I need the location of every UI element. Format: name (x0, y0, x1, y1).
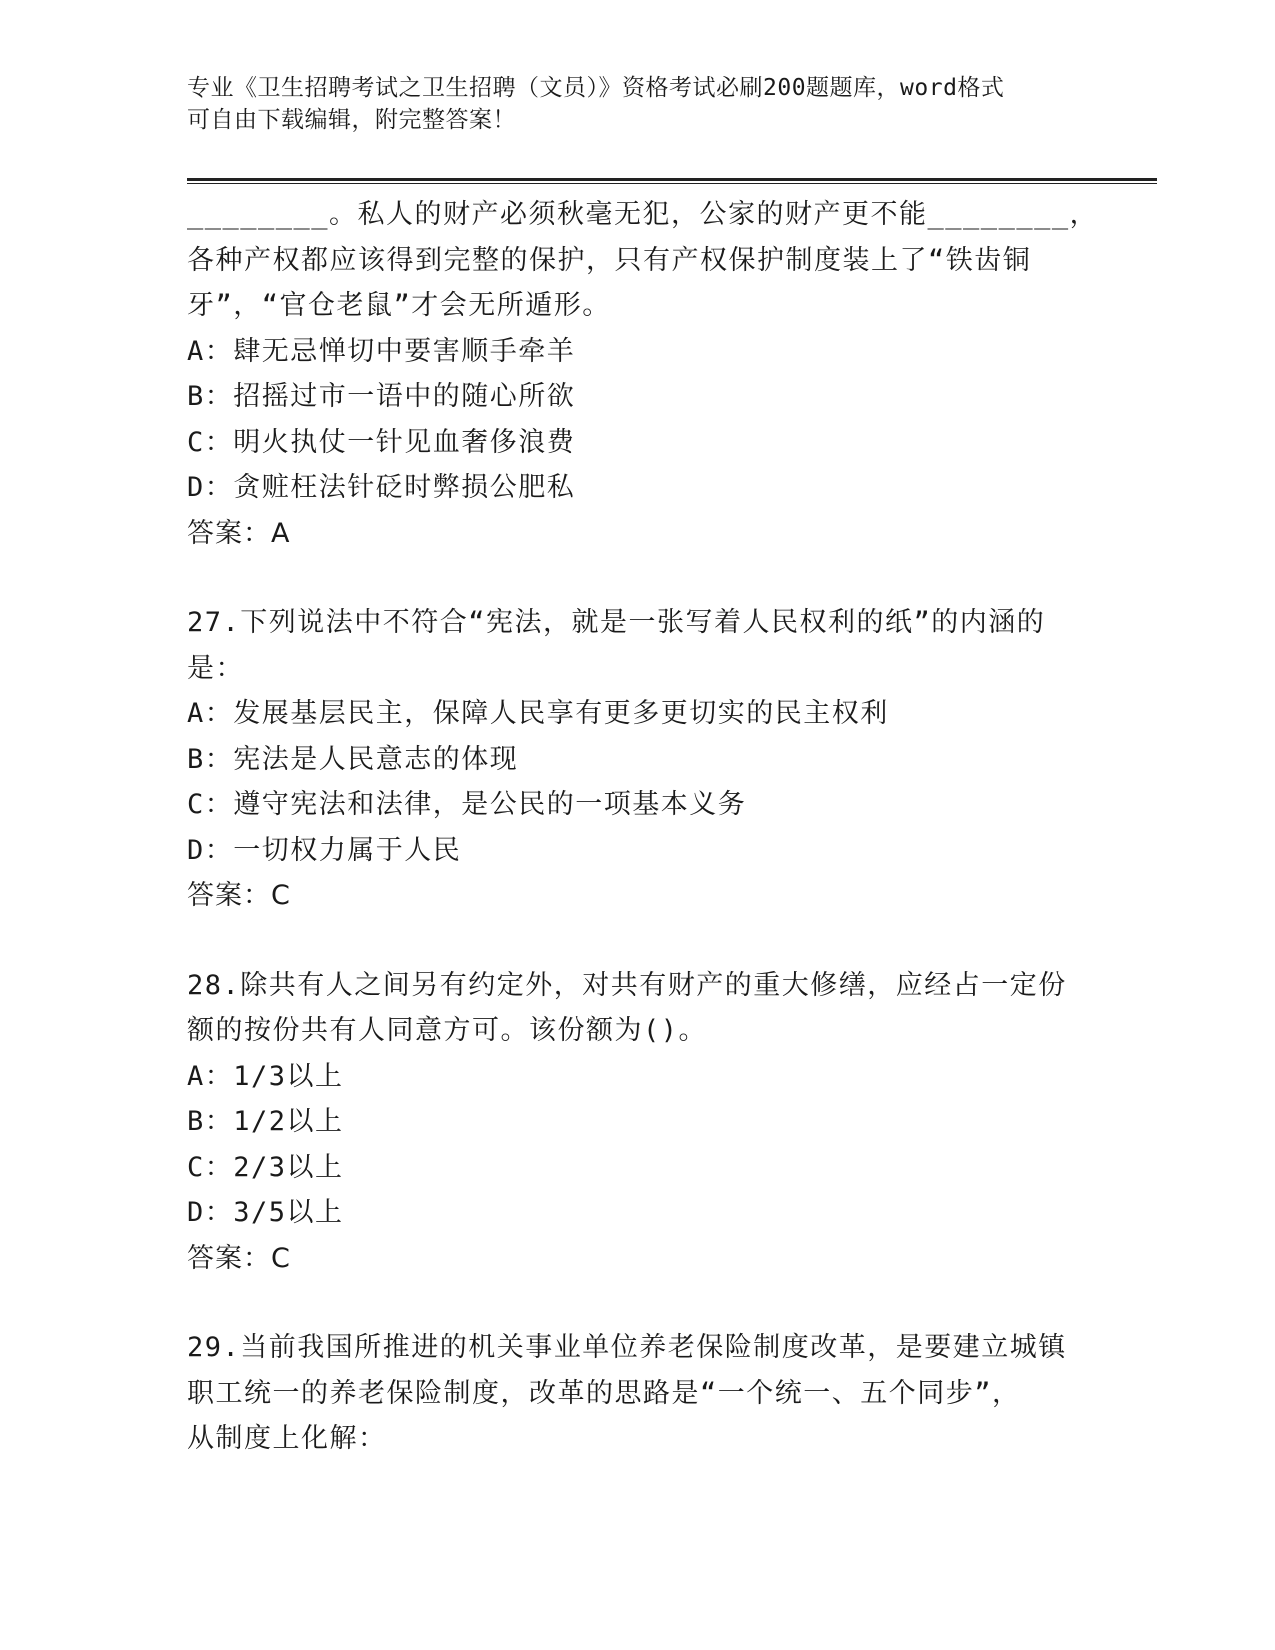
answer-value: A (271, 517, 291, 549)
option-a: A：发展基层民主，保障人民享有更多更切实的民主权利 (187, 698, 889, 729)
document-body (187, 192, 1099, 1462)
option-b: B：宪法是人民意志的体现 (187, 743, 519, 775)
option-a: A：1/3以上 (187, 1060, 344, 1092)
header-line-1: 专业《卫生招聘考试之卫生招聘（文员）》资格考试必刷200题题库，word格式 (187, 75, 1005, 101)
answer-label: 答案： (187, 880, 271, 911)
document-header (187, 72, 1087, 136)
option-c: C：明火执仗一针见血奢侈浪费 (187, 426, 576, 458)
question-stem-line: 27.下列说法中不符合“宪法，就是一张写着人民权利的纸”的内涵的 (187, 607, 1046, 638)
question-stem-line: 28.除共有人之间另有约定外，对共有财产的重大修缮，应经占一定份 (187, 969, 1067, 1001)
question-29 (187, 1325, 1087, 1462)
answer-line (187, 1236, 1087, 1282)
option-d: D：贪赃枉法针砭时弊损公肥私 (187, 472, 576, 503)
question-stem-line: ________。私人的财产必须秋毫无犯，公家的财产更不能________， (187, 199, 1099, 230)
question-stem-line: 牙”，“官仓老鼠”才会无所遁形。 (187, 290, 611, 321)
question-stem-line: 额的按份共有人同意方可。该份额为()。 (187, 1015, 708, 1046)
option-b: B：招摇过市一语中的随心所欲 (187, 381, 576, 412)
question-stem-line: 各种产权都应该得到完整的保护，只有产权保护制度装上了“铁齿铜 (187, 244, 1032, 276)
option-b: B：1/2以上 (187, 1106, 344, 1137)
option-d: D：3/5以上 (187, 1197, 344, 1228)
answer-line (187, 511, 1087, 557)
option-a: A：肆无忌惮切中要害顺手牵羊 (187, 335, 576, 367)
answer-label: 答案： (187, 1242, 271, 1274)
question-stem-line: 是： (187, 652, 244, 684)
option-d: D：一切权力属于人民 (187, 834, 462, 866)
option-c: C：2/3以上 (187, 1151, 344, 1183)
answer-label: 答案： (187, 517, 271, 549)
answer-value: C (271, 880, 291, 911)
question-28 (187, 963, 1087, 1282)
question-27 (187, 600, 1087, 919)
question-26 (187, 192, 1099, 556)
answer-line (187, 873, 1087, 919)
question-stem-line: 从制度上化解： (187, 1423, 387, 1454)
header-line-2: 可自由下载编辑，附完整答案！ (187, 107, 516, 133)
header-divider (187, 178, 1157, 184)
option-c: C：遵守宪法和法律，是公民的一项基本义务 (187, 789, 747, 820)
question-stem-line: 29.当前我国所推进的机关事业单位养老保险制度改革，是要建立城镇 (187, 1332, 1067, 1363)
answer-value: C (271, 1242, 291, 1274)
question-stem-line: 职工统一的养老保险制度，改革的思路是“一个统一、五个同步”， (187, 1377, 1021, 1409)
